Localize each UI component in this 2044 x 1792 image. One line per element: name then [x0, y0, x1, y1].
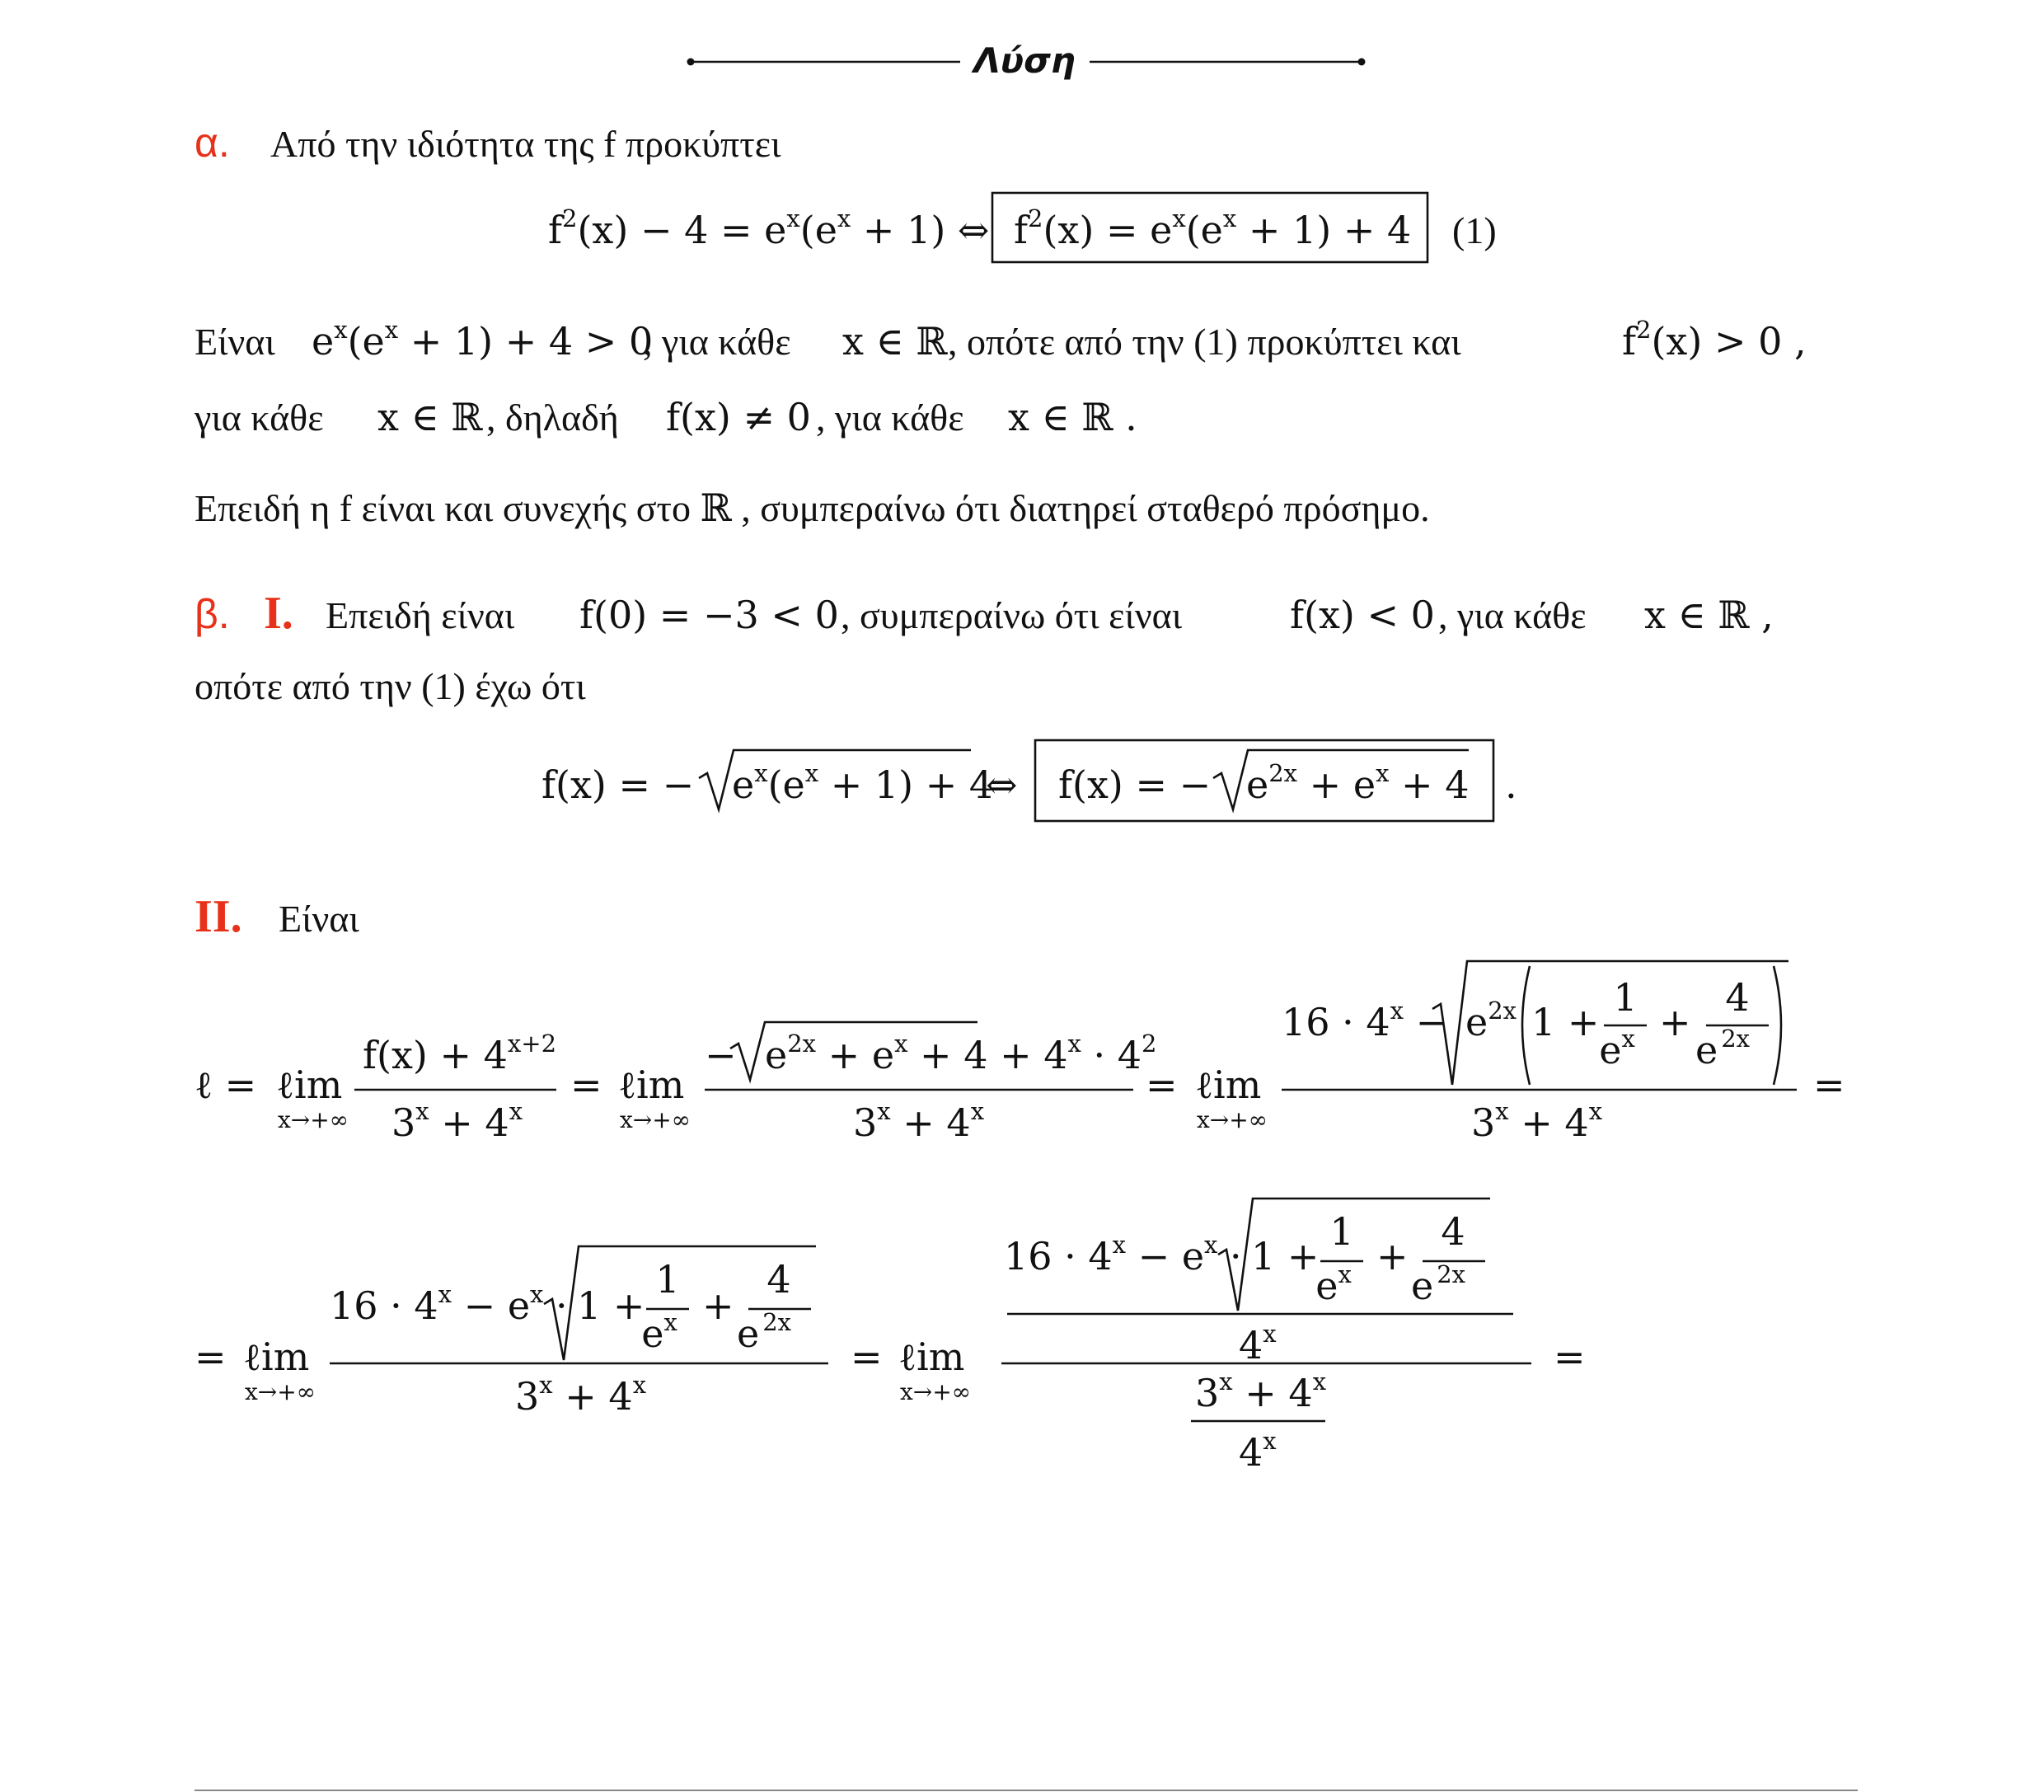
part-b-intro-2: Είναι	[279, 898, 359, 940]
part-b-sub-label-1: I.	[264, 588, 293, 639]
part-a-line2-text-b: , δηλαδή	[486, 396, 619, 439]
svg-text:ℓim: ℓim	[276, 1063, 343, 1107]
part-a-label: α.	[195, 120, 230, 166]
svg-text:3x + 4x: $3^x + 4^x$	[391, 1097, 523, 1145]
svg-text:ex: $e^x$	[641, 1308, 677, 1356]
part-b-line1-text-b: , συμπεραίνω ότι είναι	[841, 594, 1183, 636]
part-a-line3: Επειδή η f είναι και συνεχής στο ℝ , συμπεραίνω ότι διατηρεί σταθερό πρόσημο.	[195, 487, 1430, 529]
part-a-line1-text-c: , οπότε από την (1) προκύπτει και	[948, 321, 1461, 363]
part-a-line2-text-a: για κάθε	[195, 396, 324, 439]
svg-text:e2x: e $^{2x}$	[1410, 1260, 1466, 1308]
svg-text:e2x + ex + 4: $e^{2x} + e^x + 4$	[1246, 759, 1470, 807]
svg-text:1 +: 1 +	[1251, 1234, 1320, 1278]
svg-text:e2x: e $^{2x}$	[736, 1308, 792, 1356]
svg-text:x ∈ ℝ: x ∈ ℝ	[377, 395, 483, 439]
svg-text:1 +: 1 +	[1531, 1000, 1600, 1044]
part-a-line1-text-a: Είναι	[195, 321, 275, 363]
svg-text:+: +	[702, 1283, 734, 1328]
part-b-label: β.	[195, 591, 230, 637]
part-a-line2-text-c: , για κάθε	[816, 396, 964, 439]
svg-text:16 · 4x −: $16 \cdot 4^x$ −	[1282, 997, 1448, 1044]
limit-sub-4: x→+∞	[244, 1378, 316, 1405]
svg-text:=: =	[570, 1063, 602, 1107]
svg-text:f(x) = −: f(x) = −	[541, 762, 695, 807]
svg-text:e2x: e $^{2x}$	[1695, 1025, 1751, 1072]
svg-text:.: .	[1505, 762, 1517, 807]
svg-text:=: =	[851, 1335, 883, 1379]
svg-text:4x: 4$^x$	[1239, 1320, 1277, 1367]
svg-text:3x + 4x: $3^x + 4^x$	[853, 1097, 985, 1145]
svg-text:1: 1	[1613, 975, 1638, 1020]
limit-sub-1: x→+∞	[277, 1106, 349, 1133]
part-b-line2: οπότε από την (1) έχω ότι	[195, 665, 586, 707]
equation-tag-1: (1)	[1452, 209, 1497, 251]
part-a-intro: Από την ιδιότητα της f προκύπτει	[270, 123, 781, 165]
svg-text:1 +: 1 +	[577, 1283, 645, 1328]
svg-text:f(x) = −: f(x) = −	[1058, 762, 1212, 807]
limit-line-1	[195, 961, 1845, 1145]
svg-text:e2x + ex + 4 + 4x · 42: $e^{2x} + e^x + 4 + 4^x \cdot 4^2$	[765, 1030, 1157, 1077]
svg-text:=: =	[1554, 1335, 1586, 1379]
svg-text:f2(x) > 0 ,: $f^2(x) > 0$ ,	[1622, 316, 1807, 364]
svg-text:4: 4	[1725, 975, 1750, 1020]
equation-1	[548, 193, 1497, 262]
svg-text:x ∈ ℝ ,: x ∈ ℝ ,	[1644, 593, 1774, 637]
svg-text:+: +	[1659, 1000, 1691, 1044]
svg-text:−: −	[705, 1033, 737, 1077]
part-a-line1-text-b: , για κάθε	[643, 321, 791, 363]
svg-text:ex(ex + 1) + 4: $e^x(e^x + 1) + 4$	[732, 759, 994, 807]
svg-text:+: +	[1376, 1234, 1409, 1278]
svg-text:3x + 4x: $3^x + 4^x$	[515, 1371, 647, 1419]
heading-title: Λύση	[973, 40, 1076, 81]
svg-text:3x + 4x: $3^x + 4^x$	[1195, 1367, 1327, 1415]
part-b-line1-text-c: , για κάθε	[1438, 594, 1587, 636]
svg-text:ℓ =: ℓ =	[195, 1063, 257, 1107]
svg-text:⇔: ⇔	[986, 762, 1018, 807]
svg-text:f2(x) − 4 = ex(ex + 1) ⇔: $f^2(x) - 4 = e^x(e^x + 1)$ ⇔	[548, 204, 990, 252]
svg-text:ex: $e^x$	[1599, 1025, 1635, 1072]
svg-text:x ∈ ℝ .: x ∈ ℝ .	[1008, 395, 1137, 439]
svg-text:4: 4	[766, 1257, 791, 1302]
svg-text:f(0) = −3 < 0: f(0) = −3 < 0	[579, 593, 839, 637]
svg-text:f2(x) = ex(ex + 1) + 4: $f^2(x) = e^x(e^x + 1) + 4$	[1014, 204, 1412, 252]
limit-sub-3: x→+∞	[1196, 1106, 1268, 1133]
svg-text:ℓim: ℓim	[1195, 1063, 1262, 1107]
svg-text:ex: $e^x$	[1315, 1260, 1352, 1308]
part-b-sub-label-2: II.	[195, 891, 242, 942]
limit-sub-2: x→+∞	[619, 1106, 691, 1133]
limit-line-2	[195, 1199, 1586, 1475]
svg-text:4: 4	[1441, 1209, 1465, 1254]
heading-ornament	[687, 40, 1366, 81]
svg-text:ℓim: ℓim	[243, 1335, 310, 1379]
svg-text:1: 1	[655, 1257, 680, 1302]
svg-text:3x + 4x: $3^x + 4^x$	[1471, 1097, 1603, 1145]
svg-text:=: =	[195, 1335, 227, 1379]
svg-text:16 · 4x − ex ·: $16 \cdot 4^x - e^x$ ·	[1004, 1231, 1242, 1278]
svg-text:e2x: $e^{2x}$	[1465, 997, 1517, 1044]
svg-text:ex(ex + 1) + 4 > 0: $e^x(e^x + 1) + 4 > 0$	[312, 316, 654, 364]
svg-text:ℓim: ℓim	[618, 1063, 685, 1107]
svg-text:f(x) ≠ 0: f(x) ≠ 0	[666, 395, 811, 439]
svg-text:x ∈ ℝ: x ∈ ℝ	[842, 319, 948, 364]
part-b-line1-text-a: Επειδή είναι	[326, 594, 515, 636]
svg-text:f(x) < 0: f(x) < 0	[1290, 593, 1435, 637]
svg-text:=: =	[1813, 1063, 1845, 1107]
svg-text:f(x) + 4x+2: $f(x) + 4^{x+2}$	[363, 1030, 557, 1077]
svg-text:16 · 4x − ex ·: $16 \cdot 4^x - e^x$ ·	[330, 1280, 568, 1328]
svg-text:=: =	[1146, 1063, 1178, 1107]
svg-text:1: 1	[1329, 1209, 1354, 1254]
svg-text:ℓim: ℓim	[898, 1335, 965, 1379]
equation-f-negative-root	[541, 740, 1517, 821]
svg-text:4x: 4$^x$	[1239, 1427, 1277, 1475]
limit-sub-5: x→+∞	[899, 1378, 972, 1405]
